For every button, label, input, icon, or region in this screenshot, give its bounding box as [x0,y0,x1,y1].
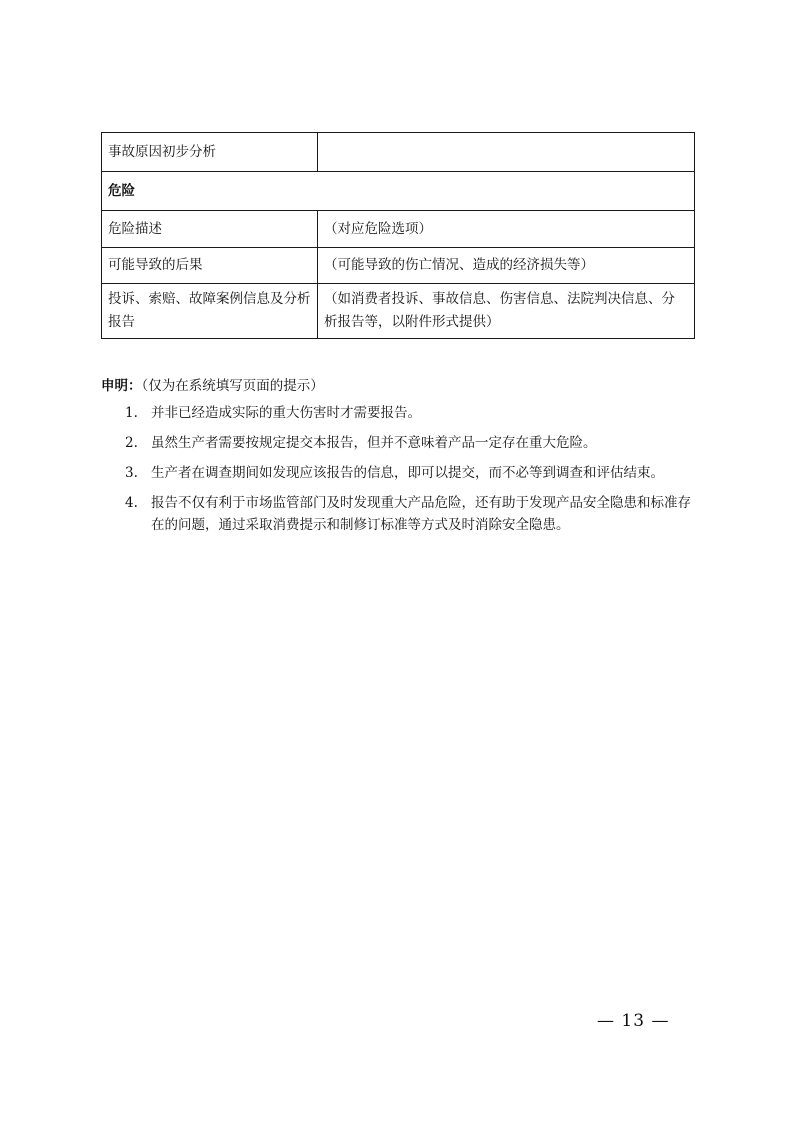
complaint-cases-value: （如消费者投诉、事故信息、伤害信息、法院判决信息、分析报告等，以附件形式提供） [318,284,695,339]
list-item-text: 并非已经造成实际的重大伤害时才需要报告。 [151,405,421,421]
list-item-number: 1. [125,405,138,421]
cause-analysis-value [318,133,695,172]
statement-note: （仅为在系统填写页面的提示） [141,378,324,394]
list-item [101,492,701,536]
possible-consequences-label: 可能导致的后果 [102,248,318,284]
list-item [101,432,701,454]
hazard-description-label: 危险描述 [102,211,318,248]
list-item-text: 生产者在调查期间如发现应该报告的信息，即可以提交，而不必等到调查和评估结束。 [151,465,664,481]
list-item-number: 3. [125,465,138,481]
list-item [101,462,701,484]
accident-report-table [101,132,695,339]
statement-section [101,376,701,544]
cause-analysis-label: 事故原因初步分析 [102,133,318,172]
complaint-cases-label: 投诉、索赔、故障案例信息及分析报告 [102,284,318,339]
table-row-possible-consequences [102,248,695,284]
hazard-section-heading: 危险 [102,172,695,211]
list-item [101,402,701,424]
table-row-cause-analysis [102,133,695,172]
page-number: — 13 — [597,1011,670,1031]
table-row-hazard-description [102,211,695,248]
list-item-text: 报告不仅有利于市场监管部门及时发现重大产品危险，还有助于发现产品安全隐患和标准存在的问题，通过采取消费提示和制修订标准等方式及时消除安全隐患。 [151,495,691,533]
hazard-description-value: （对应危险选项） [318,211,695,248]
list-item-number: 4. [125,495,138,511]
statement-heading [101,376,701,396]
possible-consequences-value: （可能导致的伤亡情况、造成的经济损失等） [318,248,695,284]
table-row-section-hazard [102,172,695,211]
statement-list [101,402,701,536]
list-item-text: 虽然生产者需要按规定提交本报告，但并不意味着产品一定存在重大危险。 [151,435,597,451]
list-item-number: 2. [125,435,138,451]
statement-label: 申明： [101,378,142,394]
table-row-complaint-cases [102,284,695,339]
